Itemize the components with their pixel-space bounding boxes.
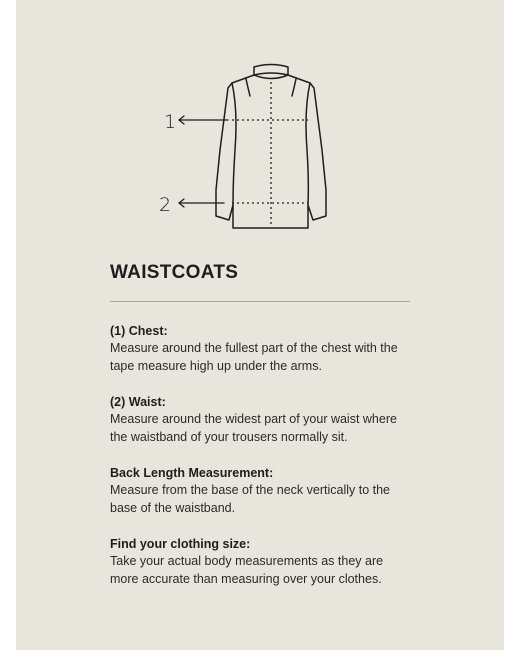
size-guide-card	[16, 0, 504, 650]
section-waist	[110, 393, 420, 446]
section-chest	[110, 322, 420, 375]
section-back-length	[110, 464, 420, 517]
marker-2-label: 2	[159, 194, 172, 216]
page-title: WAISTCOATS	[110, 262, 239, 283]
section-heading: Find your clothing size:	[110, 537, 251, 551]
section-clothing-size	[110, 535, 420, 588]
section-heading: (2) Waist:	[110, 395, 166, 409]
garment-diagram	[16, 0, 504, 250]
section-body: Measure around the fullest part of the chest with the tape measure high up under the arms.	[110, 341, 398, 373]
section-heading: Back Length Measurement:	[110, 466, 274, 480]
section-body: Measure around the widest part of your waist where the waistband of your trousers normally sit.	[110, 412, 397, 444]
section-heading: (1) Chest:	[110, 324, 168, 338]
section-body: Take your actual body measurements as they are more accurate than measuring over your clothes.	[110, 554, 384, 586]
section-body: Measure from the base of the neck vertically to the base of the waistband.	[110, 483, 390, 515]
divider	[110, 301, 410, 302]
waistcoat-diagram-icon	[16, 0, 504, 250]
marker-1-label: 1	[164, 111, 177, 133]
